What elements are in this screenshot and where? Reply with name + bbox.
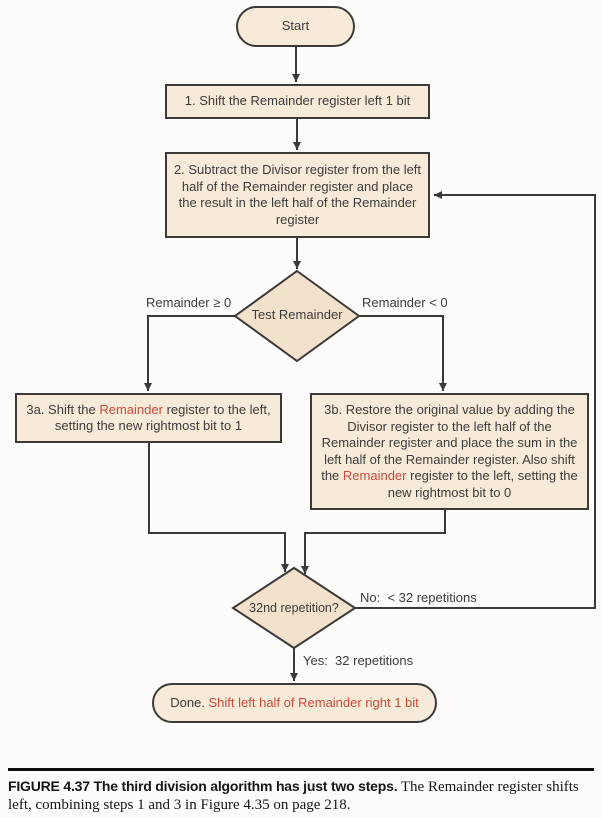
- done-text-red: Shift left half of Remainder right 1 bit: [208, 694, 419, 710]
- done-text-pre: Done.: [170, 694, 209, 710]
- connector-test-to-step3a: [148, 316, 235, 391]
- connector-test-to-step3b: [359, 316, 443, 391]
- done-text: [170, 695, 419, 712]
- connector-step3a-to-repetition: [149, 443, 285, 572]
- figure-caption-text: The Remainder register shifts left, combining steps 1 and 3 in Figure 4.35 on page 218.: [8, 779, 579, 813]
- step3a-text-pre: 3a. Shift the: [26, 401, 100, 417]
- repetition-label: 32nd repetition?: [249, 601, 339, 615]
- step2-box: [165, 152, 430, 238]
- step3a-text-post: register to the left, setting the new rightmost bit to 1: [54, 401, 271, 433]
- branch-label-yes: Yes: 32 repetitions: [303, 653, 414, 668]
- branch-label-no: No: < 32 repetitions: [360, 590, 477, 605]
- step3b-text: [318, 402, 581, 501]
- connector-step3b-to-repetition: [305, 510, 445, 574]
- step3b-box: [310, 393, 589, 510]
- start-terminal: [236, 6, 355, 47]
- step1-text: 1. Shift the Remainder register left 1 bit: [184, 93, 411, 109]
- figure-caption-bold: FIGURE 4.37 The third division algorithm has just two steps.: [8, 778, 398, 794]
- branch-label-remainder-lt-0: Remainder < 0: [362, 295, 448, 310]
- step3a-text: [23, 402, 274, 435]
- step2-text: 2. Subtract the Divisor register from the left half of the Remainder register and place the result in the left half of the Remainder register: [173, 162, 422, 227]
- caption-divider: [8, 768, 594, 771]
- step3b-text-post: register to the left, setting the new rightmost bit to 0: [387, 468, 578, 500]
- step3a-box: [15, 393, 282, 443]
- done-terminal: [152, 683, 437, 723]
- figure-caption: [8, 777, 596, 814]
- test-remainder-label: Test Remainder: [251, 307, 343, 322]
- branch-label-remainder-ge-0: Remainder ≥ 0: [146, 295, 232, 310]
- step1-box: [165, 84, 430, 119]
- step3a-text-remainder: Remainder: [99, 401, 163, 417]
- step3b-text-remainder: Remainder: [342, 468, 407, 483]
- start-label: Start: [281, 18, 310, 34]
- step3b-text-pre: 3b. Restore the original value by adding the Divisor register to the left half of the Remainder register and place the sum in the left half of the Remainder register. Also shift the: [321, 402, 578, 483]
